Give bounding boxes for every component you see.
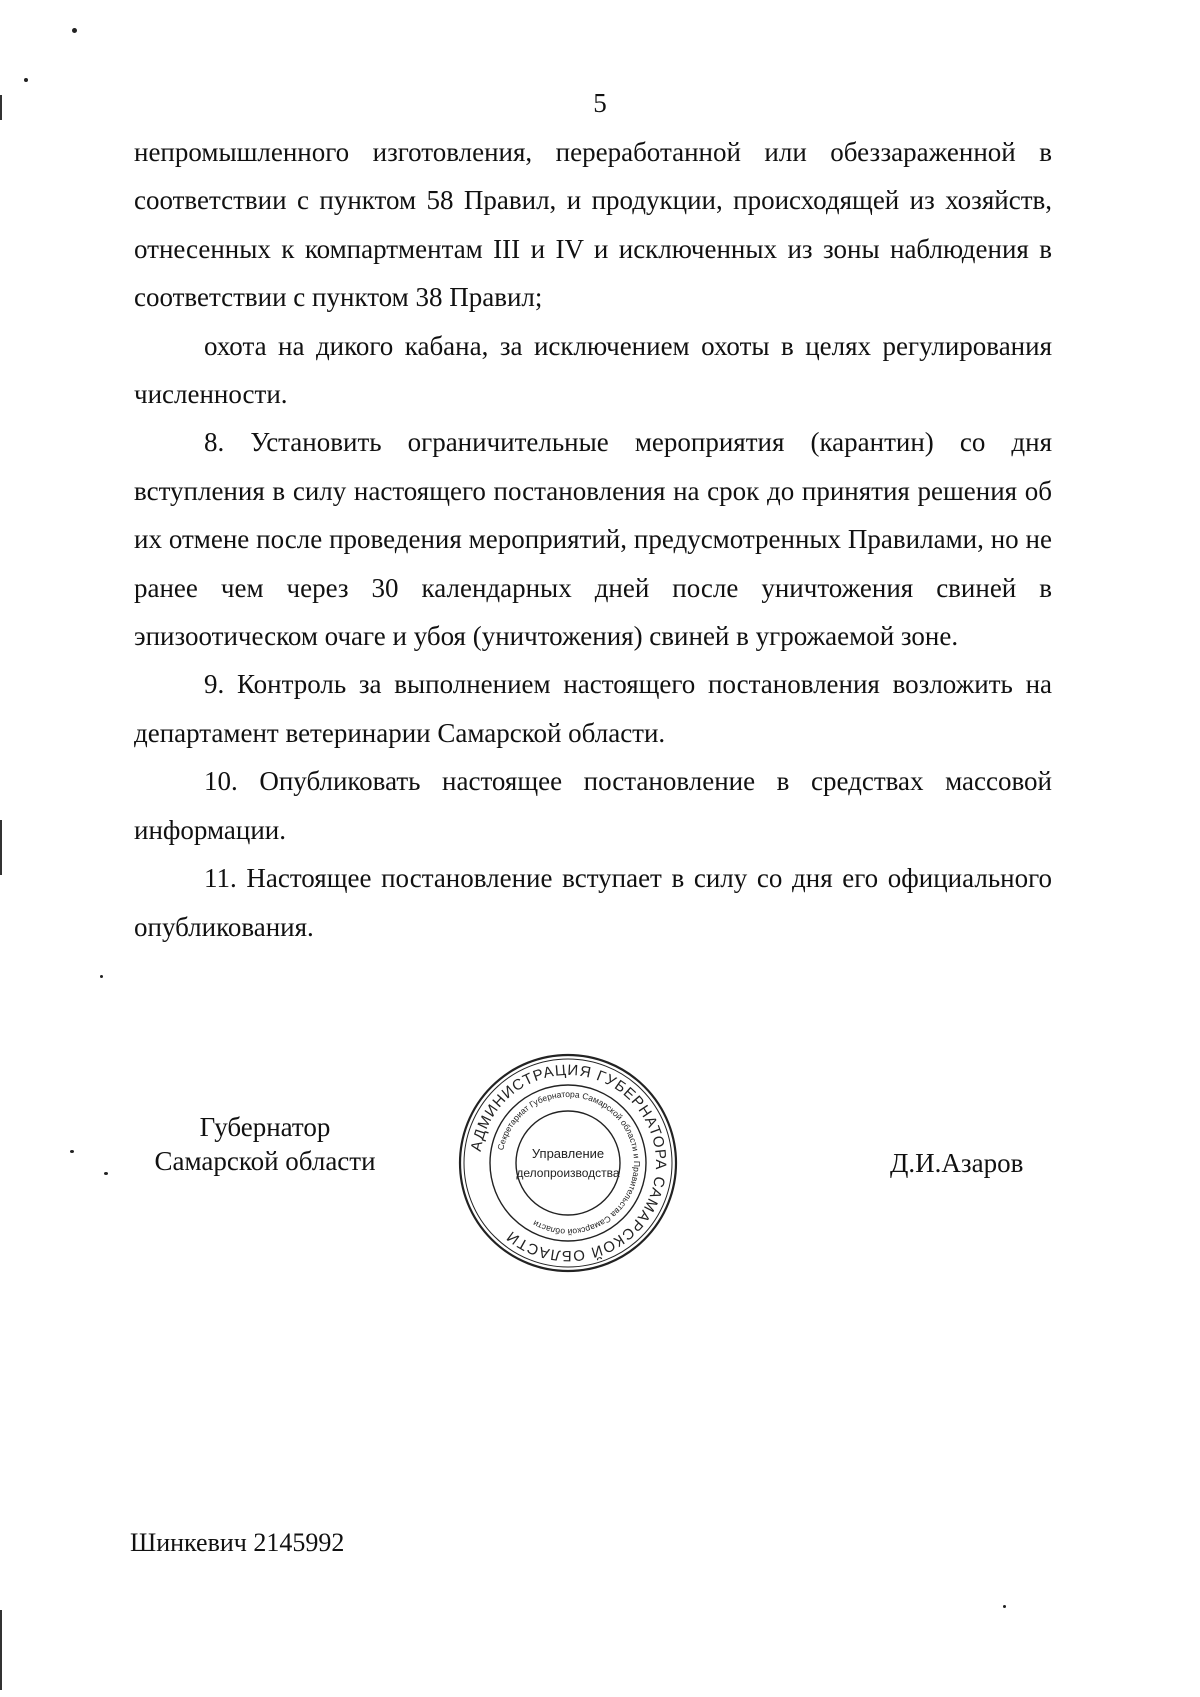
paragraph-item-11: 11. Настоящее постановление вступает в силу со дня его официального опубликования.	[134, 863, 1052, 942]
signatory-name: Д.И.Азаров	[890, 1148, 1024, 1178]
executor-note: Шинкевич 2145992	[130, 1528, 345, 1557]
scan-speck	[100, 975, 103, 978]
signatory-title	[140, 1110, 390, 1178]
stamp-center-line2: делопроизводства	[516, 1166, 620, 1180]
official-seal-stamp	[457, 1052, 679, 1274]
scan-edge-mark	[0, 95, 2, 120]
page-number: 5	[593, 88, 607, 118]
paragraph-continuation: непромышленного изготовления, переработанной или обеззараженной в соответствии с пунктом 58 Правил, и продукции, происходящей из хозяйств, отнесенных к компартментам III и IV и исключенных из зоны наблюдения в соответствии с пунктом 38 Правил;	[134, 137, 1052, 313]
scan-speck	[104, 1172, 108, 1175]
scan-edge-mark	[0, 820, 2, 875]
scan-speck	[1003, 1605, 1006, 1608]
paragraph-item-9: 9. Контроль за выполнением настоящего постановления возложить на департамент ветеринарии Самарской области.	[134, 669, 1052, 748]
paragraph-hunting: охота на дикого кабана, за исключением охоты в целях регулирования численности.	[134, 330, 1052, 410]
signatory-title-line2: Самарской области	[154, 1146, 376, 1176]
scan-speck	[72, 28, 77, 33]
signatory-title-line1: Губернатор	[199, 1112, 331, 1142]
stamp-inner-text: Секретариат Губернатора Самарской области и Правительства Самарской области	[495, 1088, 643, 1238]
paragraph-item-10: 10. Опубликовать настоящее постановление в средствах массовой информации.	[134, 766, 1052, 845]
document-body	[134, 128, 1052, 951]
scan-speck	[24, 78, 28, 82]
paragraph-item-8: 8. Установить ограничительные мероприятия (карантин) со дня вступления в силу настоящего постановления на срок до принятия решения об их отмене после проведения мероприятий, предусмотренных Правилами, но не ранее чем через 30 календарных дней после уничтожения свиней в эпизоотическом очаге и убоя (уничтожения) свиней в угрожаемой зоне.	[134, 427, 1052, 652]
scan-edge-mark	[0, 1610, 2, 1690]
stamp-center-line1: Управление	[531, 1146, 605, 1161]
stamp-outer-text: АДМИНИСТРАЦИЯ ГУБЕРНАТОРА САМАРСКОЙ ОБЛАСТИ	[467, 1061, 670, 1265]
scan-speck	[70, 1150, 74, 1153]
